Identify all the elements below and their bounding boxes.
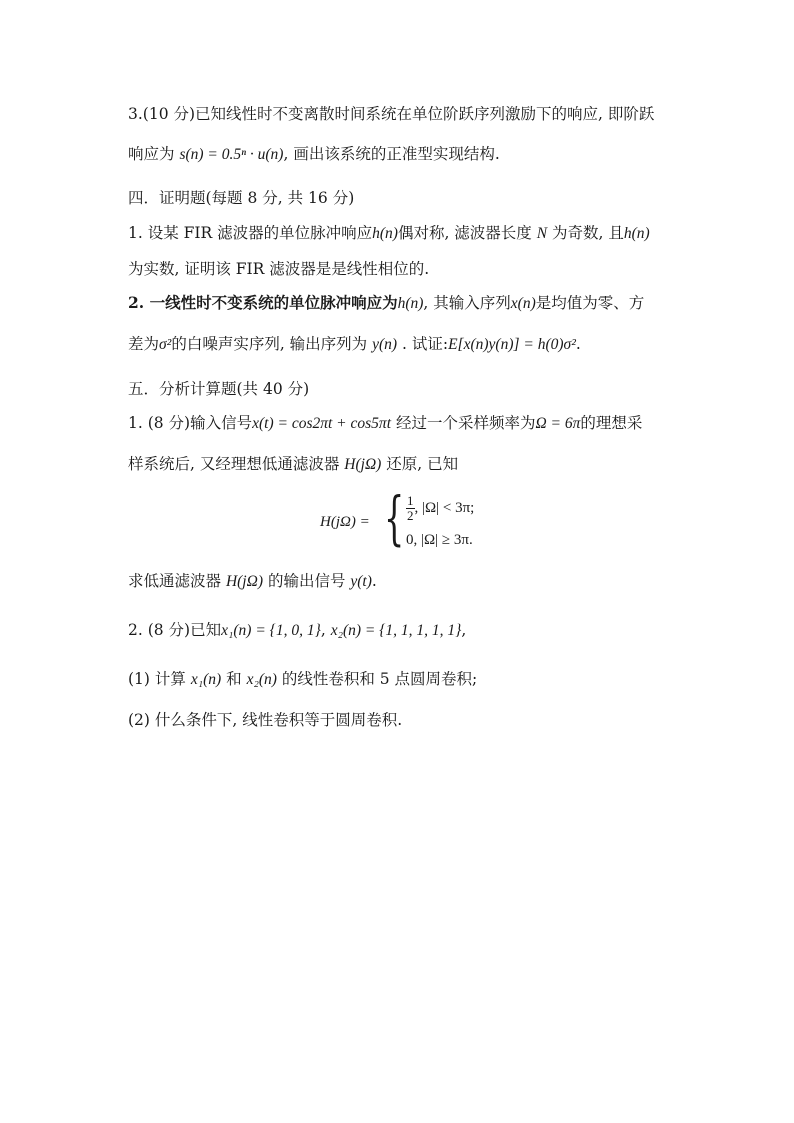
q3-suffix: , 画出该系统的正准型实现结构.: [283, 145, 500, 163]
part-1-text-b: 和: [226, 670, 242, 688]
calc-1-text-c: 的理想采: [580, 414, 643, 432]
fraction-numerator: 1: [407, 493, 414, 508]
output-signal-symbol: y(t): [350, 573, 372, 590]
filter-length-symbol: N: [536, 225, 548, 242]
calc-1-line-1: [128, 412, 642, 435]
formula-case-2: 0, |Ω| ≥ 3π.: [406, 532, 473, 548]
fraction-one-half: [406, 494, 415, 523]
calc-1-end: .: [371, 572, 377, 590]
output-sequence-symbol: y(n): [372, 336, 398, 353]
calc-2-line-1: [128, 619, 466, 642]
calc-1-text-g: 的输出信号: [267, 572, 346, 590]
q3-prefix: 响应为: [128, 145, 175, 163]
calc-1-line-3: [128, 570, 377, 593]
variance-symbol: σ²: [159, 336, 172, 353]
sampling-frequency: Ω = 6π: [535, 415, 581, 432]
proof-2-text-c: 是均值为零、方: [535, 294, 645, 312]
proof-2-line-1: [128, 292, 644, 315]
step-response-formula: s(n) = 0.5ⁿ · u(n): [179, 146, 284, 163]
part-1-text-a: (1) 计算: [128, 670, 186, 688]
proof-2-text-b: , 其输入序列: [423, 294, 511, 312]
impulse-response-symbol: h(n): [623, 225, 650, 242]
sequence-x2: x₂(n) = {1, 1, 1, 1, 1}: [330, 622, 462, 639]
lowpass-filter-symbol: H(jΩ): [225, 573, 263, 590]
calc-1-text-a: 1. (8 分)输入信号: [128, 414, 253, 432]
expectation-formula: E[x(n)y(n)] = h(0)σ²: [448, 336, 576, 353]
calc-1-text-d: 样系统后, 又经理想低通滤波器: [128, 455, 340, 473]
proof-2-text-f: . 试证:: [402, 335, 449, 353]
proof-2-line-2: [128, 333, 581, 356]
fraction-denominator: 2: [407, 508, 414, 523]
proof-2-end: .: [575, 335, 581, 353]
calc-2-end: ,: [461, 621, 467, 639]
proof-1-text-a: 1. 设某 FIR 滤波器的单位脉冲响应: [128, 224, 373, 242]
formula-lhs: H(jΩ) =: [320, 514, 370, 530]
calc-2-text-a: 2. (8 分)已知: [128, 621, 222, 639]
case-1-condition: , |Ω| < 3π;: [414, 499, 475, 516]
calc-1-line-2: [128, 453, 458, 476]
impulse-response-symbol: h(n): [397, 295, 424, 312]
proof-1-line-1: [128, 222, 650, 245]
part-2-text: (2) 什么条件下, 线性卷积等于圆周卷积.: [128, 711, 403, 729]
calc-2-part-2: [128, 709, 402, 731]
sequence-x2-symbol: x₂(n): [246, 671, 277, 688]
proof-1-text-c: 为奇数, 且: [552, 224, 624, 242]
proof-2-text-e: 的白噪声实序列, 输出序列为: [171, 335, 368, 353]
lowpass-filter-symbol: H(jΩ): [344, 456, 382, 473]
calc-2-sep: ,: [320, 621, 326, 639]
sequence-x1: x₁(n) = {1, 0, 1}: [221, 622, 321, 639]
calc-1-text-e: 还原, 已知: [386, 455, 459, 473]
proof-2-text-a: 2. 一线性时不变系统的单位脉冲响应为: [128, 293, 398, 312]
calc-2-part-1: [128, 668, 477, 691]
section-4-heading: [128, 187, 354, 209]
q3-text: 3.(10 分)已知线性时不变离散时间系统在单位阶跃序列激励下的响应, 即阶跃: [128, 105, 655, 123]
calc-1-text-f: 求低通滤波器: [128, 572, 222, 590]
filter-piecewise-formula: [320, 484, 520, 554]
proof-1-text-d: 为实数, 证明该 FIR 滤波器是是线性相位的.: [128, 260, 430, 278]
part-1-text-c: 的线性卷积和 5 点圆周卷积;: [281, 670, 478, 688]
proof-1-line-2: [128, 258, 429, 280]
input-signal-formula: x(t) = cos2πt + cos5πt: [252, 415, 392, 432]
q3-line-1: [128, 103, 654, 125]
formula-case-1: [406, 494, 474, 523]
calc-1-text-b: 经过一个采样频率为: [395, 414, 536, 432]
impulse-response-symbol: h(n): [372, 225, 398, 242]
input-sequence-symbol: x(n): [510, 295, 536, 312]
section-5-heading: [128, 378, 309, 400]
proof-1-text-b: 偶对称, 滤波器长度: [397, 224, 532, 242]
section-4-title: 四．证明题(每题 8 分, 共 16 分): [128, 189, 355, 207]
sequence-x1-symbol: x₁(n): [190, 671, 222, 688]
left-brace-icon: {: [384, 484, 405, 552]
section-5-title: 五．分析计算题(共 40 分): [128, 380, 310, 398]
proof-2-text-d: 差为: [128, 335, 160, 353]
q3-line-2: [128, 143, 500, 166]
